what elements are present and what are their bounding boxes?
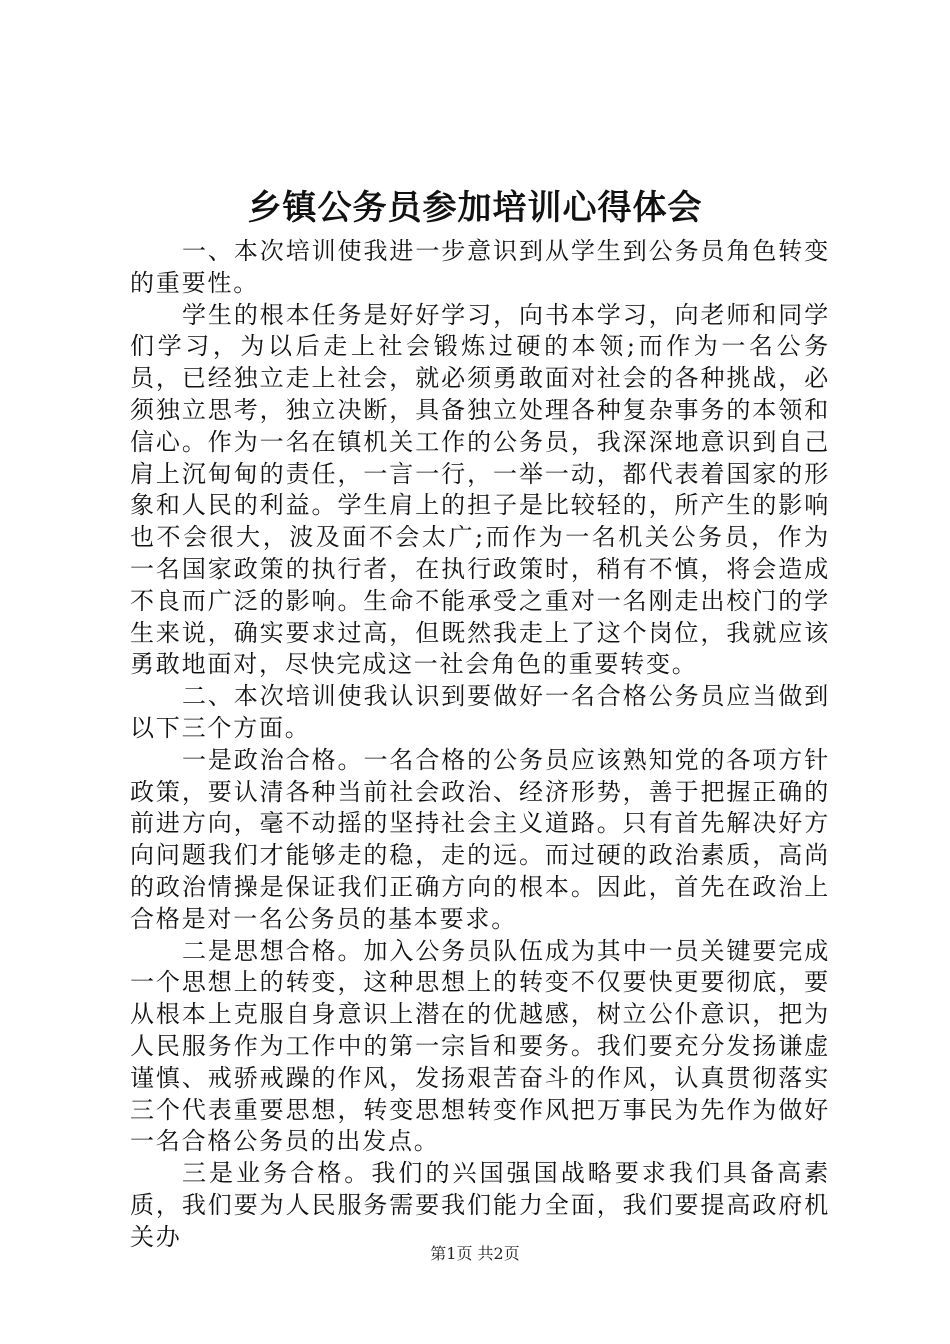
paragraph-2: 学生的根本任务是好好学习，向书本学习，向老师和同学们学习，为以后走上社会锻炼过硬的本领;而作为一名公务员，已经独立走上社会，就必须勇敢面对社会的各种挑战，必须独立思考，独立决断，具备独立处理各种复杂事务的本领和信心。作为一名在镇机关工作的公务员，我深深地意识到自己肩上沉甸甸的责任，一言一行，一举一动，都代表着国家的形象和人民的利益。学生肩上的担子是比较轻的，所产生的影响也不会很大，波及面不会太广;而作为一名机关公务员，作为一名国家政策的执行者，在执行政策时，稍有不慎，将会造成不良而广泛的影响。生命不能承受之重对一名刚走出校门的学生来说，确实要求过高，但既然我走上了这个岗位，我就应该勇敢地面对，尽快完成这一社会角色的重要转变。 (130, 300, 830, 679)
paragraph-5: 二是思想合格。加入公务员队伍成为其中一员关键要完成一个思想上的转变，这种思想上的转变不仅要快更要彻底，要从根本上克服自身意识上潜在的优越感，树立公仆意识，把为人民服务作为工作中的第一宗旨和要务。我们要充分发扬谦虚谨慎、戒骄戒躁的作风，发扬艰苦奋斗的作风，认真贯彻落实三个代表重要思想，转变思想转变作风把万事民为先作为做好一名合格公务员的出发点。 (130, 936, 830, 1156)
paragraph-6: 三是业务合格。我们的兴国强国战略要求我们具备高素质，我们要为人民服务需要我们能力全面，我们要提高政府机关办 (130, 1159, 830, 1251)
document-body (130, 236, 830, 1254)
paragraph-1: 一、本次培训使我进一步意识到从学生到公务员角色转变的重要性。 (130, 237, 830, 297)
paragraph-4: 一是政治合格。一名合格的公务员应该熟知党的各项方针政策，要认清各种当前社会政治、经济形势，善于把握正确的前进方向，毫不动摇的坚持社会主义道路。只有首先解决好方向问题我们才能够走的稳，走的远。而过硬的政治素质，高尚的政治情操是保证我们正确方向的根本。因此，首先在政治上合格是对一名公务员的基本要求。 (130, 745, 830, 933)
paragraph-3: 二、本次培训使我认识到要做好一名合格公务员应当做到以下三个方面。 (130, 682, 830, 742)
document-title: 乡镇公务员参加培训心得体会 (247, 188, 703, 228)
page-number-footer: 第1页 共2页 (430, 1244, 520, 1263)
